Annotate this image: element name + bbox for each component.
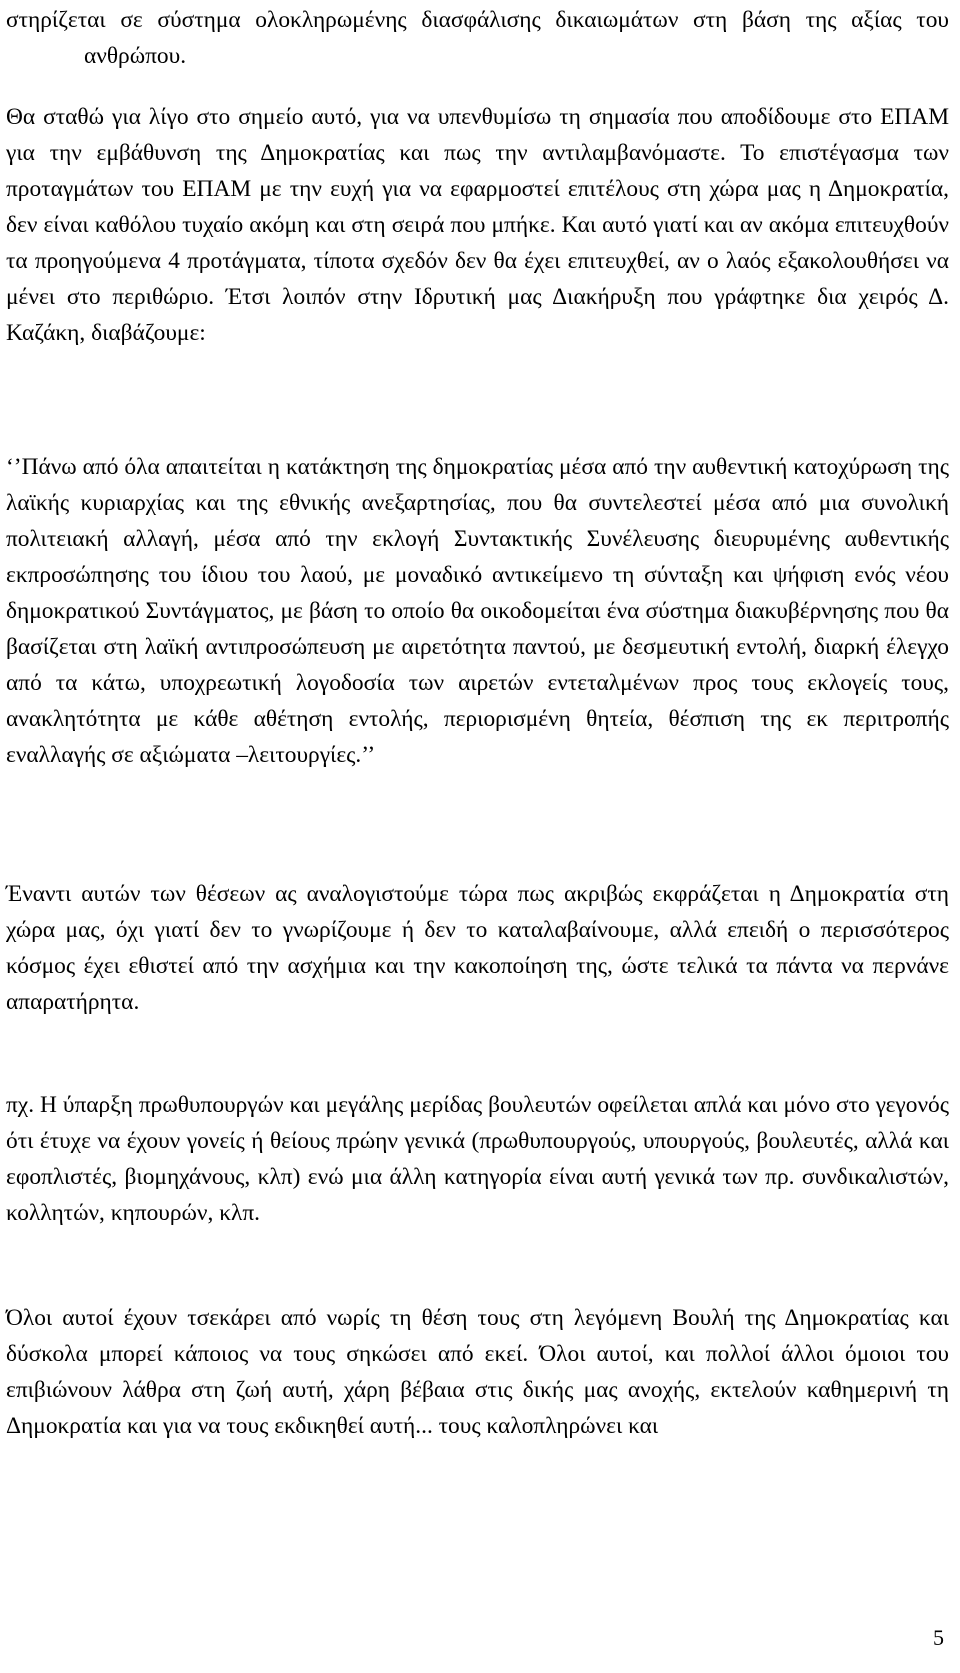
paragraph-reflection: Έναντι αυτών των θέσεων ας αναλογιστούμε τώρα πως ακριβώς εκφράζεται η Δημοκρατία στη χώρα μας, όχι γιατί δεν το γνωρίζουμε ή δεν το καταλαβαίνουμε, αλλά επειδή ο περισσότερος κόσμος έχει εθιστεί από την ασχήμια και την κακοποίηση της, ώστε τελικά τα πάντα να περνάνε απαρατήρητα.: [6, 881, 949, 1015]
paragraph-democracy-intro: Θα σταθώ για λίγο στο σημείο αυτό, για να υπενθυμίσω τη σημασία που αποδίδουμε στο ΕΠΑΜ για την εμβάθυνση της Δημοκρατίας και πως την αντιλαμβανόμαστε. Το επιστέγασμα των προταγμάτων του ΕΠΑΜ με την ευχή για να εφαρμοστεί επιτέλους στη χώρα μας η Δημοκρατία, δεν είναι καθόλου τυχαίο ακόμη και στη σειρά που μπήκε. Και αυτό γιατί και αν ακόμα επιτευχθούν τα προηγούμενα 4 προτάγματα, τίποτα σχεδόν δεν θα έχει επιτευχθεί, αν ο λαός εξακολουθήσει να μένει στο περιθώριο. Έτσι λοιπόν στην Ιδρυτική μας Διακήρυξη που γράφτηκε δια χειρός Δ. Καζάκη, διαβάζουμε:: [6, 104, 949, 346]
paragraph-declaration-quote: ‘’Πάνω από όλα απαιτείται η κατάκτηση της δημοκρατίας μέσα από την αυθεντική κατοχύρωση της λαϊκής κυριαρχίας και της εθνικής ανεξαρτησίας, που θα συντελεστεί μέσα από μια συνολική πολιτειακή αλλαγή, μέσα από την εκλογή Συντακτικής Συνέλευσης διευρυμένης αυθεντικής εκπροσώπησης του ίδιου του λαού, με μοναδικό αντικείμενο τη σύνταξη και ψήφιση ενός νέου δημοκρατικού Συντάγματος, με βάση το οποίο θα οικοδομείται ένα σύστημα διακυβέρνησης που θα βασίζεται στη λαϊκή αντιπροσώπευση με αιρετότητα παντού, με δεσμευτική εντολή, διαρκή έλεγχο από τα κάτω, υποχρεωτική λογοδοσία των αιρετών εντεταλμένων προς τους εκλογείς τους, ανακλητότητα με κάθε αθέτηση εντολής, περιορισμένη θητεία, θέσπιση της εκ περιτροπής εναλλαγής σε αξιώματα –λειτουργίες.’’: [6, 454, 949, 768]
paragraph-example: πχ. Η ύπαρξη πρωθυπουργών και μεγάλης μερίδας βουλευτών οφείλεται απλά και μόνο στο γεγονός ότι έτυχε να έχουν γονείς ή θείους πρώην γενικά (πρωθυπουργούς, υπουργούς, βουλευτές, αλλά και εφοπλιστές, βιομηχάνους, κλπ) ενώ μια άλλη κατηγορία είναι αυτή γενικά των πρ. συνδικαλιστών, κολλητών, κηπουρών, κλπ.: [6, 1092, 949, 1226]
paragraph-parliament: Όλοι αυτοί έχουν τσεκάρει από νωρίς τη θέση τους στη λεγόμενη Βουλή της Δημοκρατίας και δύσκολα μπορεί κάποιος να τους σηκώσει από εκεί. Όλοι αυτοί, και πολλοί άλλοι όμοιοι του επιβιώνουν λάθρα στη ζωή αυτή, χάρη βέβαια στις δικής μας ανοχής, εκτελούν καθημερινή τη Δημοκρατία και για να τους εκδικηθεί αυτή... τους καλοπληρώνει και: [6, 1305, 949, 1439]
page-number: 5: [933, 1625, 944, 1650]
paragraph-continuation: στηρίζεται σε σύστημα ολοκληρωμένης διασφάλισης δικαιωμάτων στη βάση της αξίας του ανθρώπου.: [6, 7, 949, 69]
